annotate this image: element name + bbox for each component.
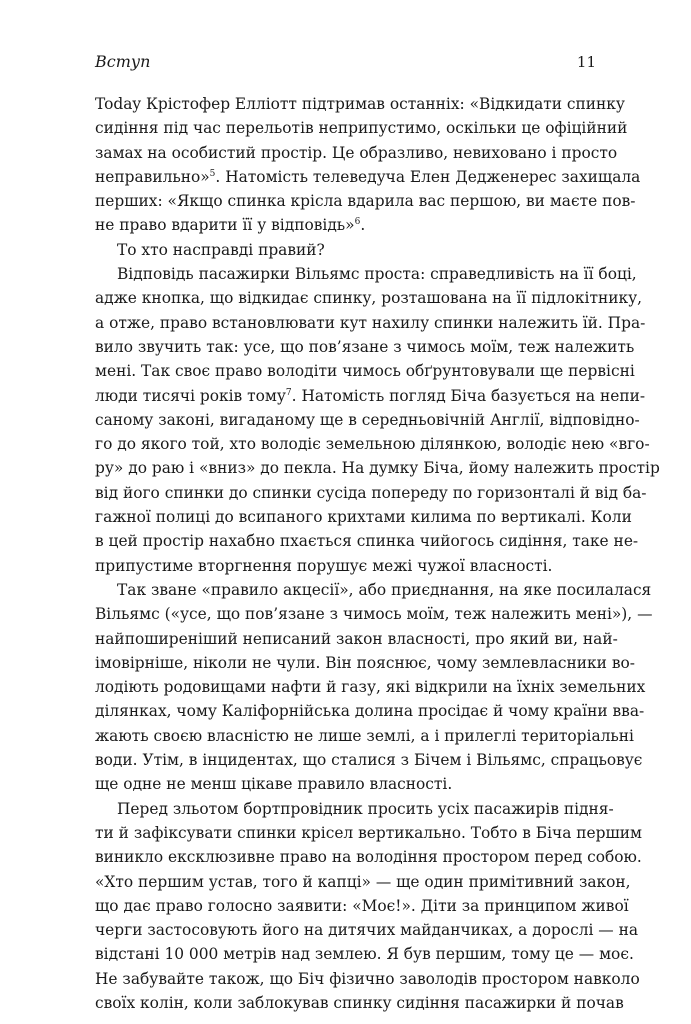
text-segment: лодіють родовищами нафти й газу, які відкрили на їхніх земельних bbox=[95, 678, 646, 697]
text-segment: вило звучить так: усе, що пов’язане з чимось моїм, теж належить bbox=[95, 337, 635, 356]
text-line bbox=[95, 772, 598, 796]
text-segment: в цей простір нахабно пхається спинка чийогось сидіння, таке не- bbox=[95, 532, 639, 551]
text-line bbox=[95, 165, 641, 189]
text-segment: «Хто першим устав, того й капці» — ще один примітивний закон, bbox=[95, 872, 631, 891]
text-segment: гажної полиці до всипаного крихтами килима по вертикалі. Коли bbox=[95, 508, 632, 527]
text-segment: Перед зльотом бортпровідник просить усіх пасажирів підня- bbox=[117, 799, 614, 818]
text-line bbox=[95, 481, 647, 505]
text-segment: відстані 10 000 метрів над землею. Я був першим, тому це — моє. bbox=[95, 945, 634, 964]
text-line bbox=[95, 967, 640, 991]
text-segment: що дає право голосно заявити: «Моє!». Діти за принципом живої bbox=[95, 896, 629, 915]
text-segment: То хто насправді правий? bbox=[117, 240, 325, 259]
text-line bbox=[95, 651, 635, 675]
text-line bbox=[95, 311, 646, 335]
text-line bbox=[95, 821, 643, 845]
text-line bbox=[95, 505, 632, 529]
text-line bbox=[95, 529, 639, 553]
text-line bbox=[95, 578, 652, 602]
text-line bbox=[95, 189, 636, 213]
text-segment: сидіння під час перельотів неприпустимо, оскільки це офіційний bbox=[95, 119, 628, 138]
text-line bbox=[95, 432, 650, 456]
text-line bbox=[95, 918, 639, 942]
text-segment: Today Крістофер Еллiотт підтримав останніх: «Відкидати спинку bbox=[95, 95, 625, 113]
text-line bbox=[95, 92, 625, 116]
page-header bbox=[95, 52, 596, 71]
text-line bbox=[95, 894, 629, 918]
text-segment: а отже, право встановлювати кут нахилу спинки належить їй. Пра- bbox=[95, 313, 646, 332]
text-line bbox=[95, 456, 660, 480]
text-line bbox=[95, 384, 646, 408]
text-segment: Вільямс («усе, що пов’язане з чимось моїм, теж належить мені»), — bbox=[95, 605, 653, 624]
text-segment: ти й зафіксувати спинки крісел вертикально. Тобто в Біча першим bbox=[95, 823, 643, 842]
text-segment: . bbox=[360, 216, 366, 235]
text-segment: люди тисячі років тому bbox=[95, 386, 286, 405]
body-text bbox=[95, 92, 660, 1015]
text-segment: виникло ексклюзивне право на володіння простором перед собою. bbox=[95, 848, 642, 867]
text-segment: . Натомість погляд Біча базується на непи- bbox=[291, 386, 646, 405]
text-segment: Не забувайте також, що Біч фізично заволодів простором навколо bbox=[95, 969, 640, 988]
text-line bbox=[95, 116, 628, 140]
text-line bbox=[95, 724, 634, 748]
text-line bbox=[95, 554, 598, 578]
text-segment: Так зване «правило акцесії», або приєднання, на яке посилалася bbox=[117, 580, 652, 599]
text-segment: припустиме вторгнення порушує межі чужої власності. bbox=[95, 556, 553, 575]
text-line bbox=[95, 627, 618, 651]
text-segment: ділянках, чому Каліфорнійська долина просідає й чому країни вва- bbox=[95, 702, 645, 721]
text-line bbox=[95, 335, 635, 359]
text-line bbox=[95, 870, 631, 894]
text-segment: від його спинки до спинки сусіда попереду по горизонталі й від ба- bbox=[95, 483, 647, 502]
text-line bbox=[95, 845, 642, 869]
text-segment: . Натомість телеведуча Елен Дедженерес захищала bbox=[215, 167, 641, 186]
text-segment: не право вдарити її у відповідь» bbox=[95, 216, 355, 235]
footnote-ref: 5 bbox=[209, 168, 216, 179]
text-segment: ру» до раю і «вниз» до пекла. На думку Біча, йому належить простір bbox=[95, 459, 660, 478]
text-segment: жають своєю власністю не лише землі, а і прилеглі територіальні bbox=[95, 726, 634, 745]
footnote-ref: 7 bbox=[285, 387, 292, 398]
text-segment: Відповідь пасажирки Вільямс проста: справедливість на її боці, bbox=[117, 265, 637, 284]
text-segment: води. Утім, в інцидентах, що сталися з Бічем і Вільямс, спрацьовує bbox=[95, 751, 643, 770]
text-line bbox=[95, 262, 637, 286]
page-number: 11 bbox=[576, 53, 596, 71]
text-segment: саному законі, вигаданому ще в середньовічній Англії, відповідно- bbox=[95, 410, 640, 429]
text-line bbox=[95, 991, 624, 1015]
text-segment: неправильно» bbox=[95, 167, 210, 186]
text-segment: найпоширеніший неписаний закон власності, про який ви, най- bbox=[95, 629, 618, 648]
text-line bbox=[95, 699, 645, 723]
text-line bbox=[95, 748, 643, 772]
text-line bbox=[95, 213, 598, 237]
text-segment: мені. Так своє право володіти чимось обґрунтовували ще первісні bbox=[95, 362, 635, 381]
text-segment: адже кнопка, що відкидає спинку, розташована на її підлокітнику, bbox=[95, 289, 643, 308]
text-line bbox=[95, 675, 646, 699]
text-segment: замах на особистий простір. Це образливо, невиховано і просто bbox=[95, 143, 618, 162]
text-segment: черги застосовують його на дитячих майданчиках, а дорослі — на bbox=[95, 921, 639, 940]
text-line bbox=[95, 602, 653, 626]
text-segment: імовірніше, ніколи не чули. Він пояснює, чому землевласники во- bbox=[95, 653, 635, 672]
text-line bbox=[95, 942, 634, 966]
text-line bbox=[95, 286, 643, 310]
text-line bbox=[95, 359, 635, 383]
running-title: Вступ bbox=[95, 52, 151, 71]
text-segment: го до якого той, хто володіє земельною ділянкою, володіє нею «вго- bbox=[95, 435, 650, 454]
text-segment: своїх колін, коли заблокував спинку сидіння пасажирки й почав bbox=[95, 993, 624, 1012]
text-segment: перших: «Якщо спинка крісла вдарила вас першою, ви маєте пов- bbox=[95, 192, 636, 211]
text-line bbox=[95, 797, 614, 821]
footnote-ref: 6 bbox=[354, 217, 361, 228]
text-line bbox=[95, 238, 598, 262]
text-line bbox=[95, 141, 618, 165]
text-segment: ще одне не менш цікаве правило власності. bbox=[95, 775, 453, 794]
text-line bbox=[95, 408, 640, 432]
